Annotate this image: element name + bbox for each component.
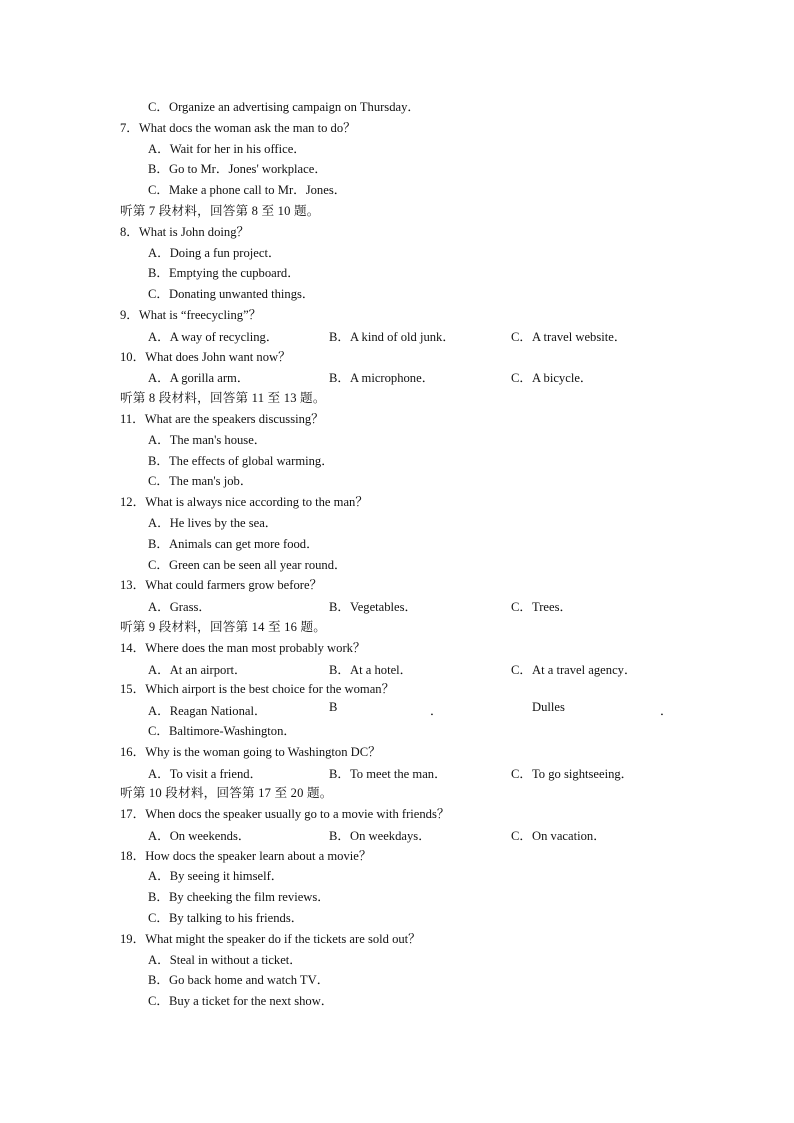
- options-row-10: [0, 367, 794, 388]
- options-row-15: [0, 700, 794, 721]
- options-row-13: [0, 596, 794, 617]
- options-row-9: [0, 326, 794, 347]
- option-13a: A．Grass．: [148, 600, 211, 615]
- option-18b: B．By cheeking the film reviews．: [148, 890, 330, 905]
- option-16b: B．To meet the man．: [329, 766, 447, 781]
- question-7: 7．What docs the woman ask the man to do？: [120, 120, 356, 135]
- option-13b: B．Vegetables．: [329, 600, 418, 615]
- question-16: 16．Why is the woman going to Washington DC？: [120, 744, 381, 759]
- question-11: 11．What are the speakers discussing？: [120, 411, 324, 426]
- option-10c: C．A bicycle．: [511, 371, 593, 386]
- option-19c: C．Buy a ticket for the next show．: [148, 994, 334, 1009]
- option-19b: B．Go back home and watch TV．: [148, 973, 330, 988]
- question-15: 15．Which airport is the best choice for the woman？: [120, 682, 395, 697]
- option-11b: B．The effects of global warming．: [148, 453, 334, 468]
- option-16a: A．To visit a friend．: [148, 766, 263, 781]
- question-17: 17．When docs the speaker usually go to a movie with friends？: [120, 807, 450, 822]
- option-19a: A．Steal in without a ticket．: [148, 952, 302, 967]
- section-instruction-7: 听第 7 段材料，回答第 8 至 10 题。: [120, 203, 320, 218]
- option-7b: B．Go to Mr．Jones' workplace．: [148, 162, 327, 177]
- question-10: 10．What does John want now？: [120, 349, 291, 364]
- option-15b-end-dot: ．: [660, 704, 673, 719]
- option-8a: A．Doing a fun project．: [148, 245, 281, 260]
- option-11c: C．The man's job．: [148, 474, 253, 489]
- question-12: 12．What is always nice according to the man？: [120, 495, 368, 510]
- section-instruction-9: 听第 9 段材料，回答第 14 至 16 题。: [120, 619, 327, 634]
- option-15c: C．Baltimore-Washington．: [148, 723, 296, 738]
- option-17b: B．On weekdays．: [329, 828, 431, 843]
- question-8: 8．What is John doing？: [120, 224, 250, 239]
- option-14c: C．At a travel agency．: [511, 662, 637, 677]
- options-row-17: [0, 825, 794, 846]
- option-17c: C．On vacation．: [511, 828, 606, 843]
- option-9c: C．A travel website．: [511, 329, 627, 344]
- option-12b: B．Animals can get more food．: [148, 536, 319, 551]
- question-14: 14．Where does the man most probably work？: [120, 640, 366, 655]
- option-10b: B．A microphone．: [329, 371, 435, 386]
- option-10a: A．A gorilla arm．: [148, 371, 250, 386]
- option-15b-dot: ．: [430, 704, 443, 719]
- option-11a: A．The man's house．: [148, 432, 267, 447]
- option-12c: C．Green can be seen all year round．: [148, 557, 347, 572]
- option-15a: A．Reagan National．: [148, 704, 267, 719]
- option-8c: C．Donating unwanted things．: [148, 287, 315, 302]
- section-instruction-8: 听第 8 段材料，回答第 11 至 13 题。: [120, 391, 326, 406]
- option-16c: C．To go sightseeing．: [511, 766, 634, 781]
- question-18: 18．How docs the speaker learn about a movie？: [120, 848, 372, 863]
- option-14a: A．At an airport．: [148, 662, 247, 677]
- exam-page: [0, 97, 794, 1012]
- question-19: 19．What might the speaker do if the tickets are sold out？: [120, 931, 421, 946]
- option-6c: C．Organize an advertising campaign on Thursday．: [148, 100, 420, 114]
- option-18c: C．By talking to his friends．: [148, 911, 304, 926]
- section-instruction-10: 听第 10 段材料，回答第 17 至 20 题。: [120, 786, 333, 801]
- option-7c: C．Make a phone call to Mr．Jones．: [148, 183, 347, 198]
- option-8b: B．Emptying the cupboard．: [148, 266, 300, 281]
- options-row-16: [0, 763, 794, 784]
- options-row-14: [0, 659, 794, 680]
- option-18a: A．By seeing it himself．: [148, 869, 284, 884]
- question-13: 13．What could farmers grow before？: [120, 578, 323, 593]
- option-15b-letter: B: [329, 700, 338, 715]
- option-14b: B．At a hotel．: [329, 662, 413, 677]
- option-7a: A．Wait for her in his office．: [148, 141, 306, 156]
- option-17a: A．On weekends．: [148, 828, 251, 843]
- option-9a: A．A way of recycling．: [148, 329, 279, 344]
- option-15b-text: Dulles: [532, 700, 565, 715]
- option-13c: C．Trees．: [511, 600, 573, 615]
- option-9b: B．A kind of old junk．: [329, 329, 455, 344]
- question-9: 9．What is “freecycling”？: [120, 307, 262, 322]
- option-12a: A．He lives by the sea．: [148, 515, 278, 530]
